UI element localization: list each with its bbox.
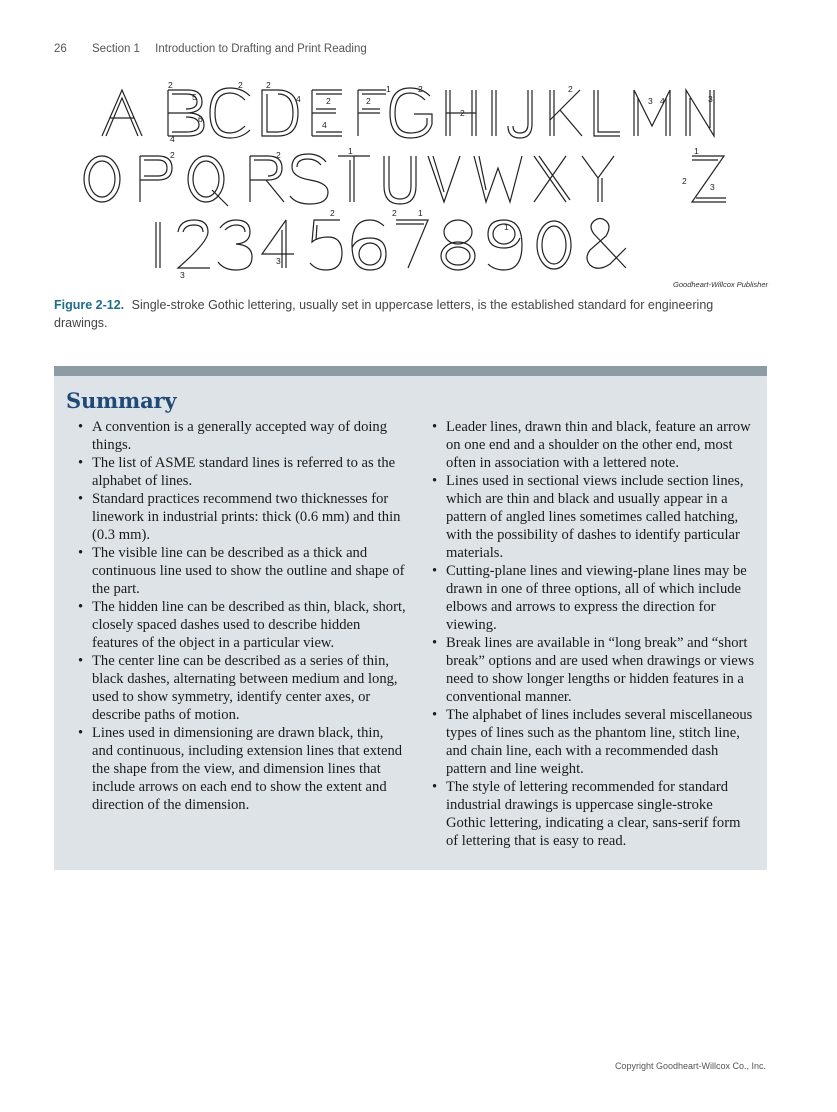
svg-text:2: 2: [460, 108, 465, 118]
glyph-2: [178, 220, 210, 268]
glyph-L: [594, 90, 620, 136]
svg-text:2: 2: [170, 150, 175, 160]
summary-box: [54, 366, 767, 870]
page-number: 26: [54, 43, 67, 55]
svg-text:2: 2: [682, 176, 687, 186]
glyph-U: [384, 156, 416, 204]
svg-text:1: 1: [504, 222, 509, 232]
svg-text:4: 4: [322, 120, 327, 130]
glyph-0: [537, 221, 571, 269]
svg-text:2: 2: [266, 80, 271, 90]
summary-item: • Cutting-plane lines and viewing-plane lines may be drawn in one of three options, all of which include elbows and arrows to express the direction for viewing.: [430, 562, 756, 634]
svg-text:2: 2: [276, 150, 281, 160]
svg-text:1: 1: [694, 146, 699, 156]
svg-text:4: 4: [660, 96, 665, 106]
summary-item: • A convention is a generally accepted way of doing things.: [76, 418, 406, 454]
glyph-G: [390, 88, 432, 138]
svg-text:2: 2: [392, 208, 397, 218]
glyph-7: [396, 220, 428, 268]
glyph-D: [262, 90, 298, 136]
gothic-lettering-figure: [80, 80, 740, 280]
figure-credit: Goodheart-Willcox Publisher: [673, 280, 768, 289]
svg-text:3: 3: [648, 96, 653, 106]
glyph-J: [508, 90, 532, 138]
svg-text:2: 2: [330, 208, 335, 218]
glyph-3: [218, 220, 252, 270]
svg-text:3: 3: [276, 256, 281, 266]
glyph-P: [140, 156, 172, 202]
summary-item: • Lines used in dimensioning are drawn black, thin, and continuous, including extension lines that extend the shape from the view, and dimension lines that include arrows on each end to show the extent and direction of the dimension.: [76, 724, 406, 814]
summary-item: • The hidden line can be described as thin, black, short, closely spaced dashes used to describe hidden features of the object in a particular view.: [76, 598, 406, 652]
glyph-S: [290, 154, 328, 204]
glyph-B: [168, 90, 204, 136]
glyph-K: [550, 90, 582, 136]
glyph-I: [492, 90, 496, 136]
glyph-8: [441, 220, 475, 270]
svg-text:5: 5: [192, 92, 197, 102]
svg-text:4: 4: [296, 94, 301, 104]
glyph-X: [534, 156, 570, 202]
glyph-Q: [188, 156, 228, 206]
svg-text:4: 4: [170, 134, 175, 144]
glyph-F: [358, 90, 386, 136]
running-header: [54, 43, 367, 55]
lettering-illustration: [80, 80, 740, 280]
chapter-title: Introduction to Drafting and Print Reading: [155, 43, 367, 55]
svg-text:2: 2: [168, 80, 173, 90]
glyph-1: [156, 222, 160, 268]
summary-left-column: [76, 418, 406, 814]
glyph-ampersand: [587, 219, 626, 269]
svg-text:2: 2: [418, 84, 423, 94]
glyph-W: [474, 156, 522, 202]
summary-item: • Standard practices recommend two thicknesses for linework in industrial prints: thick (0.6 mm) and thin (0.3 mm).: [76, 490, 406, 544]
svg-text:3: 3: [710, 182, 715, 192]
summary-item: • The visible line can be described as a thick and continuous line used to show the outline and shape of the part.: [76, 544, 406, 598]
glyph-6: [352, 220, 386, 270]
summary-item: • The style of lettering recommended for standard industrial drawings is uppercase single-stroke Gothic lettering, indicating a clear, sans-serif form of lettering that is easy to read.: [430, 778, 756, 850]
glyph-O: [84, 156, 120, 202]
glyph-5: [310, 220, 342, 270]
glyph-T: [338, 156, 370, 202]
svg-text:1: 1: [418, 208, 423, 218]
svg-text:2: 2: [366, 96, 371, 106]
svg-text:2: 2: [238, 80, 243, 90]
svg-text:3: 3: [180, 270, 185, 280]
summary-item: • The list of ASME standard lines is referred to as the alphabet of lines.: [76, 454, 406, 490]
svg-text:1: 1: [386, 84, 391, 94]
svg-text:2: 2: [326, 96, 331, 106]
glyph-Z: [692, 156, 726, 202]
glyph-Y: [582, 156, 614, 202]
svg-text:1: 1: [348, 146, 353, 156]
glyph-A: [102, 90, 142, 136]
copyright-notice: Copyright Goodheart-Willcox Co., Inc.: [614, 1061, 766, 1071]
summary-right-column: [430, 418, 756, 850]
svg-text:3: 3: [708, 94, 713, 104]
summary-title: Summary: [66, 388, 177, 413]
summary-item: • The alphabet of lines includes several miscellaneous types of lines such as the phantom line, stitch line, and chain line, each with a recommended dash pattern and line weight.: [430, 706, 756, 778]
figure-label: Figure 2-12.: [54, 298, 125, 312]
svg-text:6: 6: [198, 114, 203, 124]
summary-item: • Leader lines, drawn thin and black, feature an arrow on one end and a shoulder on the other end, most often in association with a lettered note.: [430, 418, 756, 472]
svg-text:2: 2: [568, 84, 573, 94]
section-label: Section 1: [92, 43, 140, 55]
glyph-C: [210, 88, 250, 138]
summary-item: • The center line can be described as a series of thin, black dashes, alternating between medium and long, used to show symmetry, identify center axes, or describe paths of motion.: [76, 652, 406, 724]
figure-caption: [54, 296, 766, 332]
summary-item: • Lines used in sectional views include section lines, which are thin and black and usually appear in a pattern of angled lines sometimes called hatching, with the possibility of dashes to identify particular materials.: [430, 472, 756, 562]
figure-caption-text: Single-stroke Gothic lettering, usually set in uppercase letters, is the established standard for engineering drawings.: [54, 298, 714, 330]
glyph-R: [250, 156, 284, 202]
glyph-V: [428, 156, 460, 202]
summary-item: • Break lines are available in “long break” and “short break” options and are used when drawings or views need to show longer lengths or hidden features in a conventional manner.: [430, 634, 756, 706]
